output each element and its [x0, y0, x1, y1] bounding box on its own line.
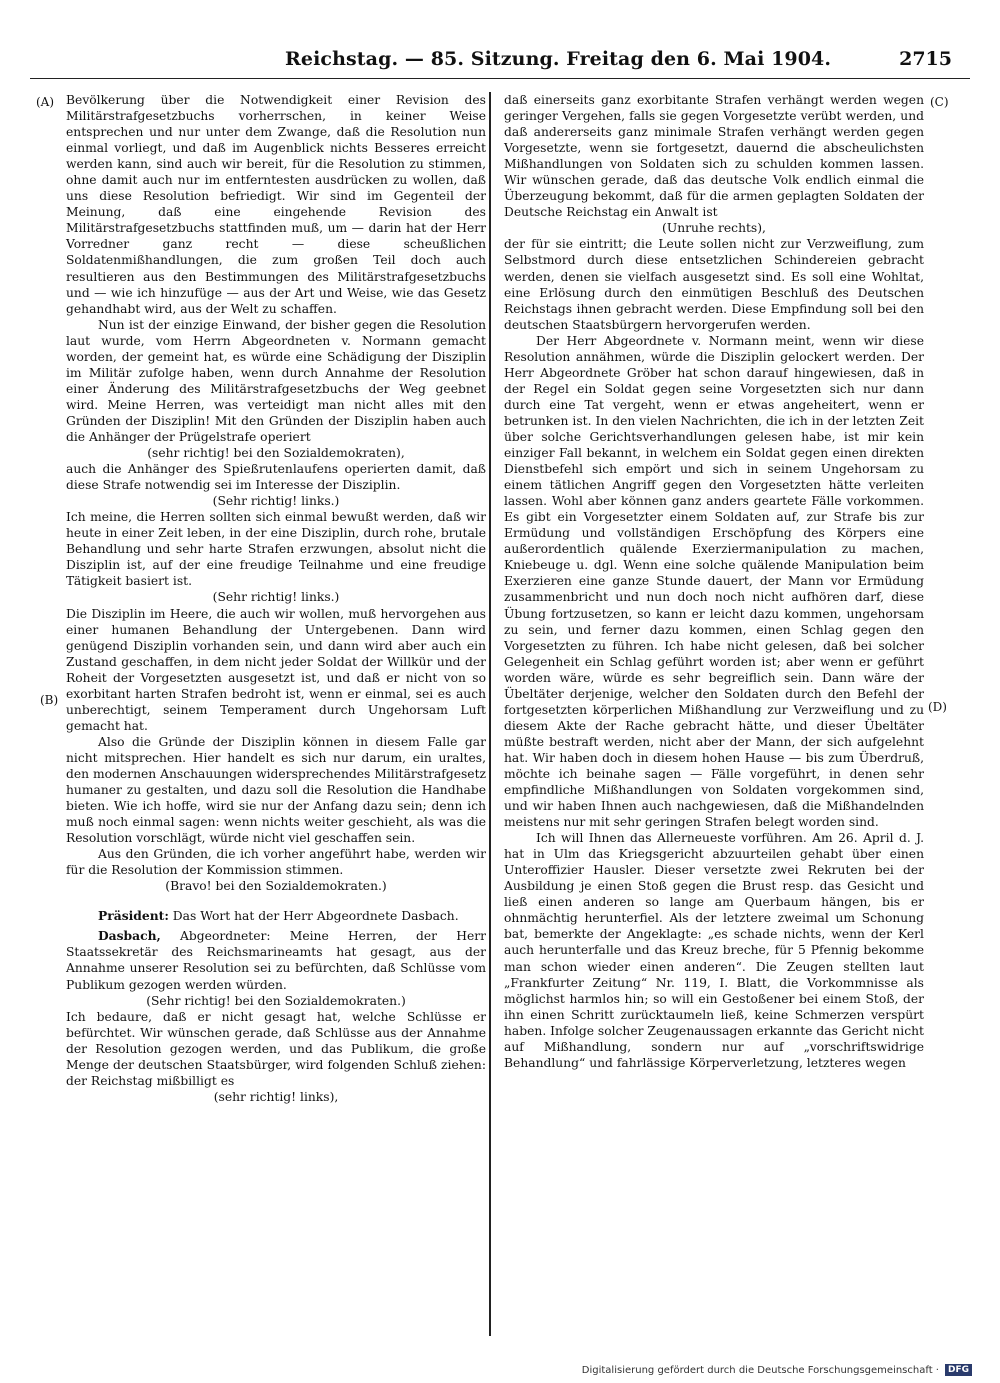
margin-mark-b: (B)	[40, 693, 59, 707]
left-column	[66, 92, 486, 1105]
paragraph: auch die Anhänger des Spießrutenlaufens operierten damit, daß diese Strafe notwendig sei im Interesse der Disziplin.	[66, 462, 486, 493]
page-header	[30, 44, 970, 79]
page-number: 2715	[899, 48, 952, 70]
paragraph: Ich will Ihnen das Allerneueste vorführen. Am 26. April d. J. hat in Ulm das Kriegsgericht abzuurteilen gehabt über einen Unteroffizier Hausler. Dieser versetzte zwei Rekruten bei der Ausbildung je einen Stoß gegen die Brust resp. das Gesicht und ließ einen anderen so lange am Querbaum hängen, bis er ohnmächtig herunterfiel. Als der letztere zweimal um Schonung bat, bemerkte der Angeklagte: „es schade nichts, wenn der Kerl auch herunterfalle und das Kreuz breche, für 5 Pfennig bekomme man schon wieder einen anderen“. Die Zeugen stellten laut „Frankfurter Zeitung“ Nr. 119, I. Blatt, die Vorkommnisse als möglichst harmlos hin; so will ein Gestoßener bei einem Stoß, der ihn einen Schritt zurücktaumeln ließ, keine Schmerzen verspürt haben. Infolge solcher Zeugenaussagen erkannte das Gericht nicht auf Mißhandlung, sondern nur auf „vorschriftswidrige Behandlung“ und fahrlässige Körperverletzung, letzteres wegen	[504, 831, 924, 1070]
speaker-paragraph	[66, 928, 486, 992]
paragraph: Bevölkerung über die Notwendigkeit einer Revision des Militärstrafgesetzbuchs vorherrschen, in keiner Weise entsprechen und nur unter dem Zwange, daß die Resolution nun einmal vorliegt, und daß im Augenblick nichts Besseres erreicht werden kann, sind auch wir bereit, für die Resolution zu stimmen, ohne damit auch nur im entferntesten ausdrücken zu wollen, daß uns diese Resolution befriedigt. Wir sind im Gegenteil der Meinung, daß eine eingehende Revision des Militärstrafgesetzbuchs stattfinden muß, um — darin hat der Herr Vorredner ganz recht — diese scheußlichen Soldatenmißhandlungen, die zum großen Teil doch auch resultieren aus den Bestimmungen des Militärstrafgesetzbuchs und — wie ich hinzufüge — aus der Art und Weise, wie das Gesetz gehandhabt wird, aus der Welt zu schaffen.	[66, 93, 486, 316]
speaker-paragraph	[66, 908, 486, 924]
interjection: (Unruhe rechts),	[662, 221, 766, 236]
column-divider	[489, 92, 491, 1336]
margin-mark-c: (C)	[930, 95, 949, 109]
interjection: (sehr richtig! bei den Sozialdemokraten),	[147, 446, 405, 461]
right-column	[504, 92, 924, 1071]
paragraph: Der Herr Abgeordnete v. Normann meint, wenn wir diese Resolution annähmen, würde die Disziplin gelockert werden. Der Herr Abgeordnete Gröber hat schon darauf hingewiesen, daß in der Regel ein Soldat gegen seine Vorgesetzten sich nur dann durch eine Tat vergeht, wenn er etwas angeheitert, wenn er betrunken ist. In den vielen Nachrichten, die ich in der letzten Zeit über solche Gerichtsverhandlungen gelesen habe, ist mir kein einziger Fall bekannt, in welchem ein Soldat gegen einen direkten Dienstbefehl sich empört und sich in seinem Ungehorsam zu einem tätlichen Angriff gegen den Vorgesetzten hätte verleiten lassen. Wohl aber können ganz anders geartete Fälle vorkommen. Es gibt ein Vorgesetzter einem Soldaten auf, zur Strafe bis zur Ermüdung und vollständigen Erschöpfung des Körpers eine außerordentlich quälende Exerziermanipulation zu machen, Kniebeuge u. dgl. Wenn eine solche quälende Manipulation beim Exerzieren eine ganze Stunde dauert, der Mann vor Ermüdung zusammenbricht und nun doch noch nicht aufhören darf, diese Übung fortzusetzen, so kann er leicht dazu kommen, ungehorsam zu sein, und ferner dazu kommen, einen Schlag gegen den Vorgesetzten zu führen. Ich habe nicht gelesen, daß bei solcher Gelegenheit ein Schlag geführt worden ist; aber wenn er geführt worden wäre, würde es sehr begreiflich sein. Dann wäre der Übeltäter derjenige, welcher den Soldaten durch den Befehl der fortgesetzten körperlichen Mißhandlung zur Verzweiflung und zu diesem Akte der Rache gebracht hätte, und dieser Übeltäter müßte bestraft werden, nicht aber der Mann, der sich aufgelehnt hat. Wir haben doch in diesem hohen Hause — bis zum Überdruß, möchte ich beinahe sagen — Fälle vorgeführt, in denen sehr empfindliche Mißhandlungen von Soldaten vorgekommen sind, und wir haben Ihnen auch nachgewiesen, daß die Mißhandelnden meistens nur mit sehr geringen Strafen belegt worden sind.	[504, 333, 924, 830]
interjection: (Sehr richtig! links.)	[212, 494, 340, 509]
paragraph: daß einerseits ganz exorbitante Strafen verhängt werden wegen geringer Vergehen, falls sie gegen Vorgesetzte verübt werden, und daß andererseits ganz minimale Strafen verhängt werden gegen Vorgesetzte, wenn sie fortgesetzt, dauernd die abscheulichsten Mißhandlungen von Soldaten sich zu schulden kommen lassen. Wir wünschen gerade, daß das deutsche Volk endlich einmal die Überzeugung bekommt, daß für die armen geplagten Soldaten der Deutsche Reichstag ein Anwalt ist	[504, 93, 924, 220]
footer-credit: Digitalisierung gefördert durch die Deutsche Forschungsgemeinschaft ·	[581, 1364, 939, 1376]
running-title: Reichstag. — 85. Sitzung. Freitag den 6. Mai 1904.	[285, 48, 832, 70]
paragraph: der für sie eintritt; die Leute sollen nicht zur Verzweiflung, zum Selbstmord durch diese entsetzlichen Schindereien gebracht werden, denen sie vielfach ausgesetzt sind. Es soll eine Wohltat, eine Erlösung durch den einmütigen Beschluß des Deutschen Reichstags ihnen gebracht werden. Diese Empfindung soll bei den deutschen Staatsbürgern hervorgerufen werden.	[504, 237, 924, 332]
paragraph: Aus den Gründen, die ich vorher angeführt habe, werden wir für die Resolution der Kommission stimmen.	[66, 847, 486, 878]
interjection: (Sehr richtig! links.)	[212, 590, 340, 605]
speaker-text: Abgeordneter: Meine Herren, der Herr Staatssekretär des Reichsmarineamts hat gesagt, aus der Annahme unserer Resolution sei zu befürchten, daß Schlüsse vom Publikum gezogen werden würden.	[66, 929, 486, 992]
paragraph: Nun ist der einzige Einwand, der bisher gegen die Resolution laut wurde, vom Herrn Abgeordneten v. Normann gemacht worden, der gemeint hat, es würde eine Schädigung der Disziplin im Militär zufolge haben, wenn durch Annahme der Resolution einer Änderung des Militärstrafgesetzbuchs der Weg geebnet wird. Meine Herren, was verteidigt man nicht alles mit den Gründen der Disziplin! Mit den Gründen der Disziplin haben auch die Anhänger der Prügelstrafe operiert	[66, 317, 486, 444]
footer	[582, 1363, 972, 1377]
speaker-name: Dasbach,	[98, 928, 161, 944]
speaker-text: Das Wort hat der Herr Abgeordnete Dasbach.	[168, 909, 459, 924]
dfg-logo: DFG	[945, 1364, 972, 1376]
interjection: (Bravo! bei den Sozialdemokraten.)	[165, 879, 387, 894]
interjection: (sehr richtig! links),	[213, 1089, 339, 1104]
speaker-name: Präsident:	[98, 908, 169, 924]
paragraph: Ich meine, die Herren sollten sich einmal bewußt werden, daß wir heute in einer Zeit leben, in der eine Disziplin, durch rohe, brutale Behandlung und sehr harte Strafen erzwungen, absolut nicht die Disziplin ist, auf der eine freudige Teilnahme und eine freudige Tätigkeit basiert ist.	[66, 510, 486, 589]
paragraph: Also die Gründe der Disziplin können in diesem Falle gar nicht mitsprechen. Hier handelt es sich nur darum, ein uraltes, den modernen Anschauungen widersprechendes Militärstrafgesetz humaner zu gestalten, und dazu soll die Resolution die Handhabe bieten. Wie ich hoffe, wird sie nur der Anfang dazu sein; denn ich muß noch einmal sagen: wenn nichts weiter geschieht, als was die Resolution vorschlägt, würde nicht viel geschaffen sein.	[66, 734, 486, 846]
margin-mark-a: (A)	[36, 95, 55, 109]
interjection: (Sehr richtig! bei den Sozialdemokraten.)	[146, 993, 406, 1008]
paragraph: Die Disziplin im Heere, die auch wir wollen, muß hervorgehen aus einer humanen Behandlung der Untergebenen. Dann wird genügend Disziplin vorhanden sein, und dann wird aber auch ein Zustand geschaffen, in dem nicht jeder Soldat der Willkür und der Roheit der Vorgesetzten ausgesetzt ist, und daß er nicht von so exorbitant harten Strafen bedroht ist, wenn er einmal, sei es auch unberechtigt, seinem Temperament durch Ungehorsam Luft gemacht hat.	[66, 606, 486, 733]
margin-mark-d: (D)	[928, 700, 947, 714]
paragraph: Ich bedaure, daß er nicht gesagt hat, welche Schlüsse er befürchtet. Wir wünschen gerade, daß Schlüsse aus der Annahme der Resolution gezogen werden, und das Publikum, die große Menge der deutschen Staatsbürger, wird folgenden Schluß ziehen: der Reichstag mißbilligt es	[66, 1009, 486, 1088]
